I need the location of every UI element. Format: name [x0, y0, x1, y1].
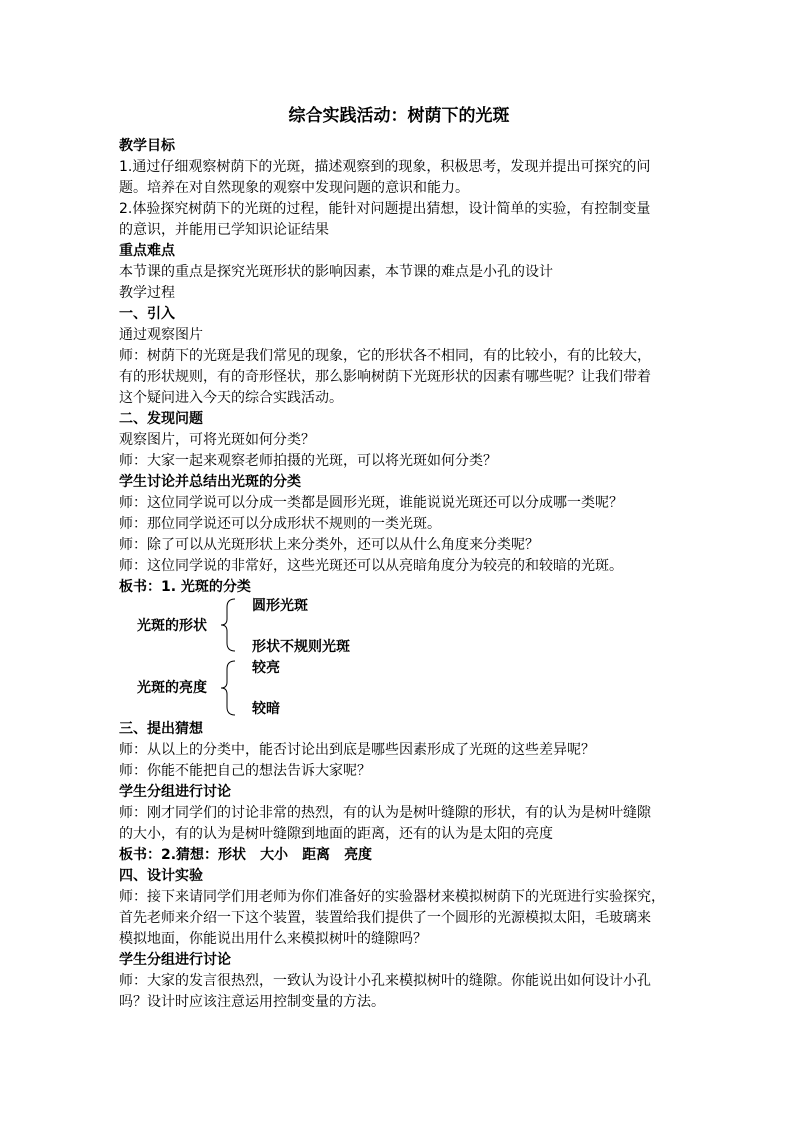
group-discussion1-heading: 学生分组进行讨论: [119, 784, 231, 800]
group-discussion1-line2: 的大小，有的认为是树叶缝隙到地面的距离，还有的认为是太阳的亮度: [119, 826, 553, 842]
key-text: 本节课的重点是探究光斑形状的影响因素，本节课的难点是小孔的设计: [119, 264, 553, 280]
brightness-option-bright: 较亮: [252, 660, 280, 676]
section2-heading: 二、发现问题: [119, 411, 203, 427]
discussion1-p2: 师：那位同学说还可以分成形状不规则的一类光斑。: [119, 516, 441, 532]
section2-p1: 观察图片，可将光斑如何分类？: [119, 432, 315, 448]
section2-p2: 师：大家一起来观察老师拍摄的光斑，可以将光斑如何分类？: [119, 453, 497, 469]
brightness-brace: [219, 660, 239, 716]
board2-item: 距离: [302, 847, 331, 863]
discussion1-heading: 学生讨论并总结出光斑的分类: [119, 474, 301, 490]
shape-option-round: 圆形光斑: [252, 598, 308, 614]
discussion1-p4: 师：这位同学说的非常好，这些光斑还可以从亮暗角度分为较亮的和较暗的光斑。: [119, 558, 623, 574]
brightness-label: 光斑的亮度: [137, 680, 207, 696]
goals-heading: 教学目标: [119, 138, 175, 154]
shape-option-irregular: 形状不规则光斑: [252, 639, 350, 655]
board2-heading: [119, 845, 679, 866]
process-heading: 教学过程: [119, 285, 175, 301]
section3-p2: 师：你能不能把自己的想法告诉大家呢？: [119, 763, 371, 779]
section4-line3: 模拟地面，你能说出用什么来模拟树叶的缝隙吗？: [119, 931, 427, 947]
section1-p2-line1: 师：树荫下的光斑是我们常见的现象，它的形状各不相同，有的比较小，有的比较大，: [119, 348, 651, 364]
group-discussion1-line1: 师：刚才同学们的讨论非常的热烈，有的认为是树叶缝隙的形状，有的认为是树叶缝隙: [119, 805, 651, 821]
board2-item: 大小: [260, 847, 289, 863]
board1-heading: 板书：1. 光斑的分类: [119, 579, 251, 595]
shape-brace: [219, 598, 239, 652]
goal1-line2: 题。培养在对自然现象的观察中发现问题的意识和能力。: [119, 180, 469, 196]
goal1-line1: 1.通过仔细观察树荫下的光斑，描述观察到的现象，积极思考，发现并提出可探究的问: [119, 159, 651, 175]
section3-heading: 三、提出猜想: [119, 721, 203, 737]
board2-prefix: 板书：2.猜想：形状: [119, 847, 247, 863]
section4-heading: 四、设计实验: [119, 868, 203, 884]
group-discussion2-heading: 学生分组进行讨论: [119, 952, 231, 968]
discussion1-p3: 师：除了可以从光斑形状上来分类外，还可以从什么角度来分类呢？: [119, 537, 539, 553]
group-discussion2-line1: 师：大家的发言很热烈，一致认为设计小孔来模拟树叶的缝隙。你能说出如何设计小孔: [119, 973, 651, 989]
page-title: 综合实践活动：树荫下的光斑: [288, 106, 510, 126]
discussion1-p1: 师：这位同学说可以分成一类都是圆形光斑，谁能说说光斑还可以分成哪一类呢？: [119, 495, 623, 511]
shape-label: 光斑的形状: [137, 618, 207, 634]
key-heading: 重点难点: [119, 243, 175, 259]
brightness-option-dark: 较暗: [252, 701, 280, 717]
section3-p1: 师：从以上的分类中，能否讨论出到底是哪些因素形成了光斑的这些差异呢？: [119, 742, 595, 758]
goal2-line1: 2.体验探究树荫下的光斑的过程，能针对问题提出猜想，设计简单的实验，有控制变量: [119, 201, 651, 217]
section1-p2-line2: 有的形状规则，有的奇形怪状，那么影响树荫下光斑形状的因素有哪些呢？让我们带着: [119, 369, 651, 385]
section1-heading: 一、引入: [119, 306, 175, 322]
classification-board: [119, 596, 679, 720]
section4-line2: 首先老师来介绍一下这个装置，装置给我们提供了一个圆形的光源模拟太阳，毛玻璃来: [119, 910, 651, 926]
section4-line1: 师：接下来请同学们用老师为你们准备好的实验器材来模拟树荫下的光斑进行实验探究，: [119, 889, 665, 905]
goal2-line2: 的意识，并能用已学知识论证结果: [119, 222, 329, 238]
section1-p1: 通过观察图片: [119, 327, 203, 343]
board2-item: 亮度: [344, 847, 373, 863]
section1-p2-line3: 这个疑问进入今天的综合实践活动。: [119, 390, 343, 406]
group-discussion2-line2: 吗？设计时应该注意运用控制变量的方法。: [119, 994, 385, 1010]
